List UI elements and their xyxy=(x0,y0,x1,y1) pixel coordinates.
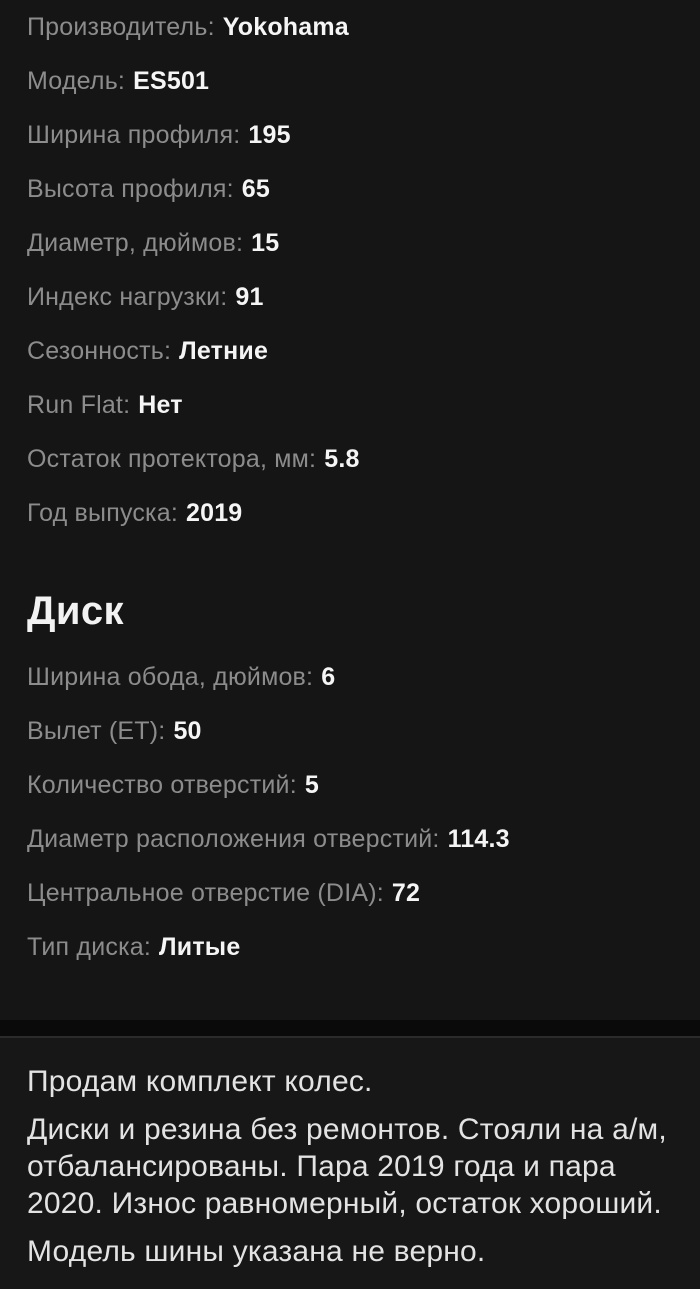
spec-label: Количество отверстий: xyxy=(27,771,297,799)
spec-label: Модель: xyxy=(27,67,126,95)
spec-label: Год выпуска: xyxy=(27,499,178,527)
description-paragraph: Модель шины указана не верно. xyxy=(27,1235,486,1268)
description-section xyxy=(0,1036,700,1289)
spec-value: 2019 xyxy=(186,499,243,527)
disk-section-heading: Диск xyxy=(27,589,124,633)
spec-row-offset-et xyxy=(27,704,673,758)
spec-label: Ширина обода, дюймов: xyxy=(27,663,314,691)
spec-value: 6 xyxy=(321,663,336,691)
spec-row-hole-count xyxy=(27,758,673,812)
section-divider xyxy=(0,1020,700,1036)
spec-row-rim-width xyxy=(27,650,673,704)
spec-label: Тип диска: xyxy=(27,933,152,961)
spec-row-disk-type xyxy=(27,920,673,974)
spec-row-bolt-pattern-diameter xyxy=(27,812,673,866)
spec-value: Литые xyxy=(159,933,241,961)
spec-value: 50 xyxy=(173,717,202,745)
spec-row-center-bore xyxy=(27,866,673,920)
spec-label: Индекс нагрузки: xyxy=(27,283,228,311)
spec-value: Yokohama xyxy=(222,13,349,41)
spec-value: Летние xyxy=(179,337,269,365)
spec-label: Сезонность: xyxy=(27,337,172,365)
spec-label: Центральное отверстие (DIA): xyxy=(27,879,384,907)
spec-label: Диаметр, дюймов: xyxy=(27,229,244,257)
spec-row-profile-height xyxy=(27,162,673,216)
spec-label: Производитель: xyxy=(27,13,215,41)
spec-value: 72 xyxy=(391,879,421,907)
spec-value: Нет xyxy=(138,391,183,419)
spec-label: Run Flat: xyxy=(27,391,131,419)
spec-row-diameter xyxy=(27,216,673,270)
spec-row-model xyxy=(27,54,673,108)
spec-value: 114.3 xyxy=(447,825,510,853)
spec-row-run-flat xyxy=(27,378,673,432)
spec-label: Диаметр расположения отверстий: xyxy=(27,825,440,853)
spec-value: 5 xyxy=(304,771,319,799)
spec-value: 65 xyxy=(241,175,270,203)
description-paragraph: Продам комплект колес. xyxy=(27,1065,373,1098)
spec-row-profile-width xyxy=(27,108,673,162)
spec-label: Ширина профиля: xyxy=(27,121,241,149)
spec-row-manufacturer xyxy=(27,0,673,54)
spec-row-year xyxy=(27,486,673,540)
spec-value: ES501 xyxy=(133,67,210,95)
description-paragraph: Диски и резина без ремонтов. Стояли на а/м, отбалансированы. Пара 2019 года и пара 2020. Износ равномерный, остаток хороший. xyxy=(27,1113,667,1220)
spec-value: 91 xyxy=(235,283,264,311)
spec-value: 15 xyxy=(251,229,280,257)
spec-label: Высота профиля: xyxy=(27,175,234,203)
spec-row-season xyxy=(27,324,673,378)
spec-value: 5.8 xyxy=(324,445,360,473)
spec-label: Вылет (ET): xyxy=(27,717,166,745)
spec-row-tread-remaining xyxy=(27,432,673,486)
spec-label: Остаток протектора, мм: xyxy=(27,445,317,473)
spec-value: 195 xyxy=(248,121,291,149)
spec-row-load-index xyxy=(27,270,673,324)
